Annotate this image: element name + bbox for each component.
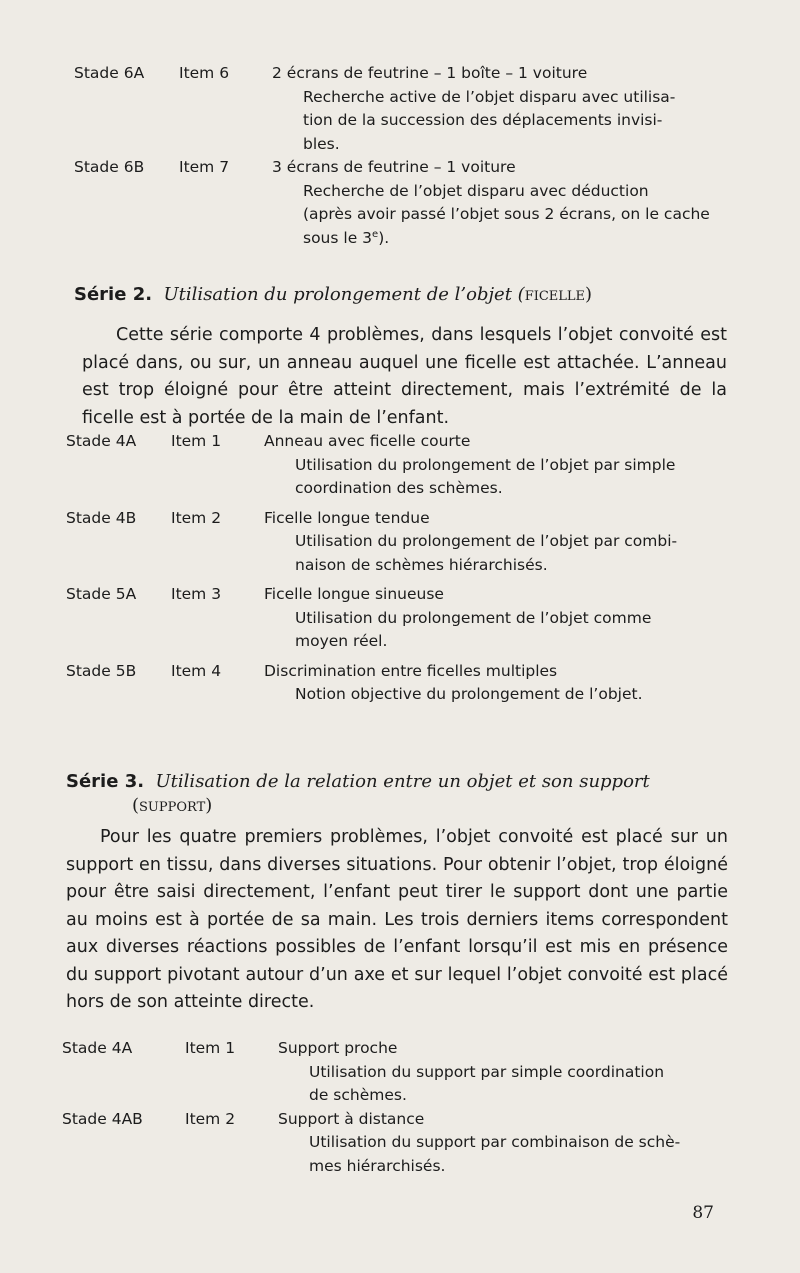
item-entry <box>66 583 736 654</box>
stade-label: Stade 4B <box>66 508 137 527</box>
serie3-paragraph: Pour les quatre premiers problèmes, l’objet convoité est placé sur un support en tissu, dans diverses situations. Pour obtenir l’objet, trop éloigné pour être saisi directement, l’enfant peut tirer le support dont une partie au moins est à portée de sa main. Les trois derniers items correspondent aux diverses réactions possibles de l’enfant lorsqu’il est mis en présence du support pivotant autour d’un axe et sur lequel l’objet convoité est placé hors de son atteinte directe. <box>66 827 728 1012</box>
page-number: 87 <box>692 1203 714 1223</box>
serie2-items <box>66 430 736 707</box>
item-entry <box>74 62 734 156</box>
item-label: Item 4 <box>171 661 222 680</box>
item-entry <box>62 1108 742 1179</box>
serie3-items <box>62 1037 742 1178</box>
serie1-items <box>74 62 734 250</box>
item-entry <box>74 156 734 250</box>
stade-label: Stade 6B <box>74 158 145 176</box>
item-desc: Utilisation du support par combinaison de schè- <box>309 1133 681 1151</box>
item-title: 2 écrans de feutrine – 1 boîte – 1 voiture <box>272 64 588 82</box>
item-desc: Utilisation du support par simple coordination <box>309 1062 665 1081</box>
stade-label: Stade 4AB <box>62 1109 143 1128</box>
stade-label: Stade 4A <box>66 432 137 450</box>
item-desc: Utilisation du prolongement de l’objet comme <box>295 608 652 627</box>
item-desc: Recherche de l’objet disparu avec déduction <box>303 181 649 200</box>
stade-label: Stade 4A <box>62 1039 133 1057</box>
item-label: Item 7 <box>179 158 230 176</box>
stade-label: Stade 5A <box>66 585 137 603</box>
item-desc: mes hiérarchisés. <box>309 1156 446 1175</box>
stade-label: Stade 5B <box>66 661 137 680</box>
item-desc: coordination des schèmes. <box>295 479 503 497</box>
item-title: Ficelle longue sinueuse <box>264 585 444 603</box>
item-label: Item 1 <box>171 432 222 450</box>
item-desc: Recherche active de l’objet disparu avec utilisa- <box>303 87 676 106</box>
stade-label: Stade 6A <box>74 64 145 82</box>
item-entry <box>66 430 736 501</box>
item-desc: Notion objective du prolongement de l’objet. <box>295 685 643 703</box>
item-entry <box>62 1037 742 1108</box>
item-desc: Utilisation du prolongement de l’objet par combi- <box>295 532 678 550</box>
item-label: Item 2 <box>185 1109 236 1128</box>
item-label: Item 6 <box>179 64 230 82</box>
item-desc: naison de schèmes hiérarchisés. <box>295 555 548 574</box>
item-desc: tion de la succession des déplacements invisi- <box>303 111 663 129</box>
serie3-title: Série 3. Utilisation de la relation entre un objet et son support (support) <box>66 771 650 816</box>
item-title: Ficelle longue tendue <box>264 508 430 527</box>
item-desc: moyen réel. <box>295 632 388 650</box>
item-label: Item 2 <box>171 508 222 527</box>
item-desc: (après avoir passé l’objet sous 2 écrans, on le cache <box>303 205 710 223</box>
serie2-title: Série 2. Utilisation du prolongement de l’objet (ficelle) <box>74 284 593 305</box>
item-desc: bles. <box>303 134 340 153</box>
item-desc: Utilisation du prolongement de l’objet par simple <box>295 455 676 474</box>
item-title: Support proche <box>278 1039 398 1057</box>
item-entry <box>66 507 736 578</box>
item-title: Support à distance <box>278 1109 425 1128</box>
item-desc: de schèmes. <box>309 1086 407 1104</box>
item-title: 3 écrans de feutrine – 1 voiture <box>272 158 516 176</box>
item-title: Anneau avec ficelle courte <box>264 432 471 450</box>
item-label: Item 1 <box>185 1039 236 1057</box>
item-entry <box>66 660 736 707</box>
item-title: Discrimination entre ficelles multiples <box>264 661 558 680</box>
item-label: Item 3 <box>171 585 222 603</box>
serie2-paragraph: Cette série comporte 4 problèmes, dans lesquels l’objet convoité est placé dans, ou sur, un anneau auquel une ficelle est attachée. L’anneau est trop éloigné pour être atteint directement, mais l’extrémité de la ficelle est à portée de la main de l’enfant. <box>82 325 727 428</box>
item-desc: sous le 3e). <box>303 228 390 247</box>
